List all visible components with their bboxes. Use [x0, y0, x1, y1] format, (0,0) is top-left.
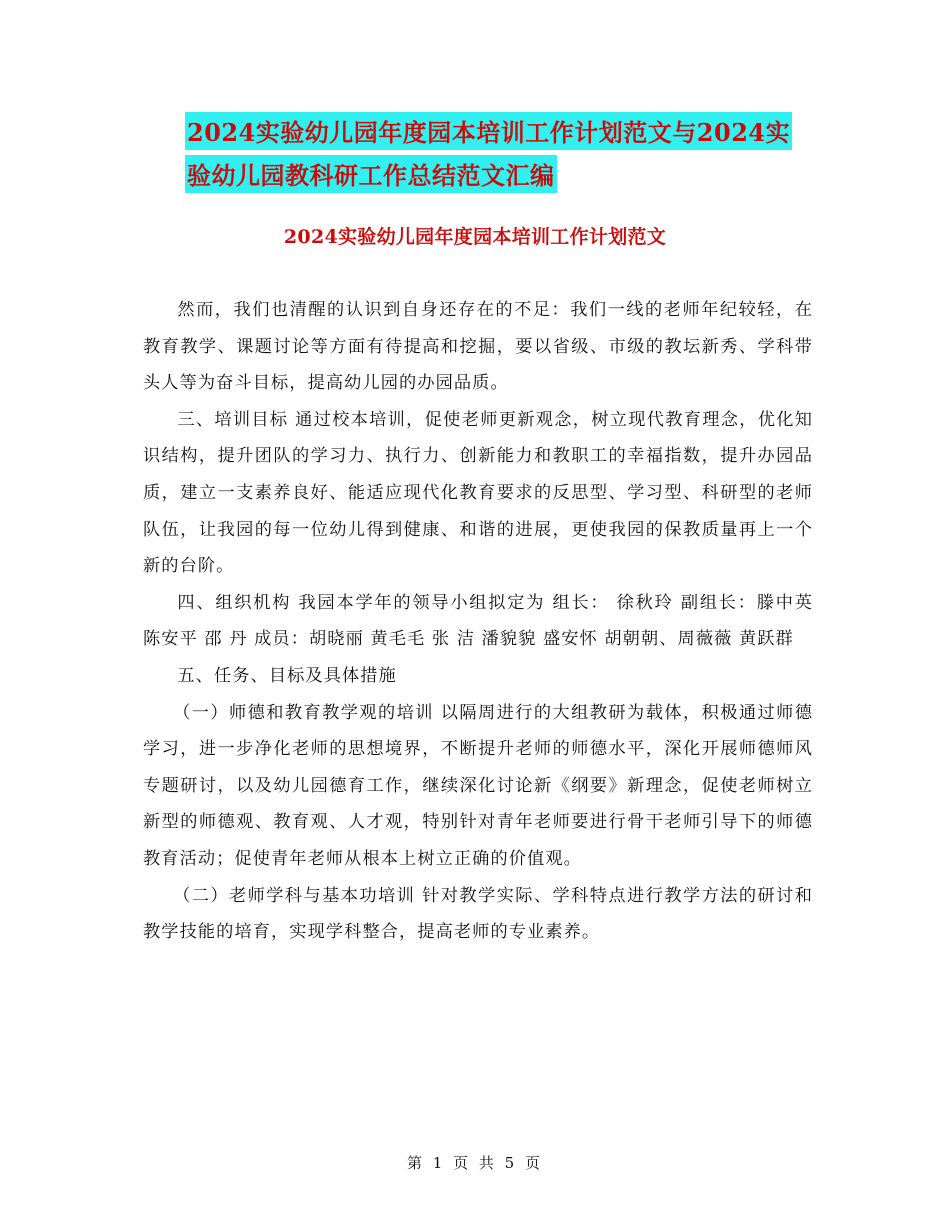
document-body [143, 292, 813, 951]
page-number-label: 第 1 页 共 5 页 [407, 1154, 543, 1172]
section-subtitle: 2024实验幼儿园年度园本培训工作计划范文 [283, 226, 667, 248]
paragraph: 三、培训目标 通过校本培训，促使老师更新观念，树立现代教育理念，优化知识结构，提升团队的学习力、执行力、创新能力和教职工的幸福指数，提升办园品质，建立一支素养良好、能适应现代化教育要求的反思型、学习型、科研型的老师队伍，让我园的每一位幼儿得到健康、和谐的进展，更使我园的保教质量再上一个新的台阶。 [143, 409, 813, 577]
paragraph: 五、任务、目标及具体措施 [177, 665, 397, 686]
paragraph: 然而，我们也清醒的认识到自身还存在的不足：我们一线的老师年纪较轻，在教育教学、课题讨论等方面有待提高和挖掘，要以省级、市级的教坛新秀、学科带头人等为奋斗目标，提高幼儿园的办园品质。 [143, 300, 813, 394]
paragraph: 四、组织机构 我园本学年的领导小组拟定为 组长： 徐秋玲 副组长：滕中英 陈安平 邵 丹 成员：胡晓丽 黄毛毛 张 洁 潘貌貌 盛安怀 胡朝朝、周薇薇 黄跃群 [143, 592, 813, 650]
paragraph: （二）老师学科与基本功培训 针对教学实际、学科特点进行教学方法的研讨和教学技能的培育，实现学科整合，提高老师的专业素养。 [143, 885, 813, 943]
page-footer [0, 1152, 950, 1173]
title-line-2: 验幼儿园教科研工作总结范文汇编 [185, 155, 557, 193]
paragraph: （一）师德和教育教学观的培训 以隔周进行的大组教研为载体，积极通过师德学习，进一步净化老师的思想境界，不断提升老师的师德水平，深化开展师德师风专题研讨，以及幼儿园德育工作，继续深化讨论新《纲要》新理念，促使老师树立新型的师德观、教育观、人才观，特别针对青年老师要进行骨干老师引导下的师德教育活动；促使青年老师从根本上树立正确的价值观。 [143, 702, 813, 869]
title-line-1: 2024实验幼儿园年度园本培训工作计划范文与2024实 [185, 112, 792, 150]
